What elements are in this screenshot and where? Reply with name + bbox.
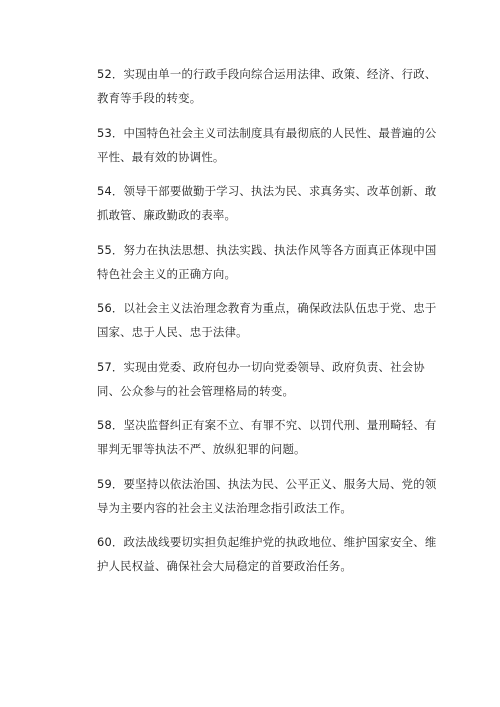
list-item: [97, 472, 437, 520]
numbered-list: [97, 62, 437, 589]
list-item: [97, 179, 437, 227]
item-number: 56．: [97, 301, 124, 315]
item-text: 中国特色社会主义司法制度具有最彻底的人民性、最普遍的公平性、最有效的协调性。: [97, 125, 437, 164]
list-item: [97, 413, 437, 461]
item-number: 57．: [97, 359, 124, 374]
item-number: 59．: [97, 476, 124, 491]
item-text: 以社会主义法治理念教育为重点，确保政法队伍忠于党、忠于国家、忠于人民、忠于法律。: [97, 301, 437, 339]
item-number: 60．: [97, 535, 124, 549]
item-number: 54．: [97, 184, 124, 198]
item-text: 坚决监督纠正有案不立、有罪不究、以罚代刑、量刑畸轻、有罪判无罪等执法不严、放纵犯罪的问题。: [97, 418, 437, 456]
list-item: [97, 62, 437, 110]
list-item: [97, 121, 437, 169]
item-text: 努力在执法思想、执法实践、执法作风等各方面真正体现中国特色社会主义的正确方向。: [97, 242, 437, 281]
list-item: [97, 238, 437, 286]
item-text: 实现由党委、政府包办一切向党委领导、政府负责、社会协同、公众参与的社会管理格局的转变。: [97, 359, 425, 398]
item-number: 55．: [97, 242, 124, 257]
item-number: 52．: [97, 67, 124, 81]
item-text: 领导干部要做勤于学习、执法为民、求真务实、改革创新、敢抓敢管、廉政勤政的表率。: [97, 184, 437, 222]
list-item: [97, 296, 437, 344]
list-item: [97, 355, 437, 403]
item-text: 政法战线要切实担负起维护党的执政地位、维护国家安全、维护人民权益、确保社会大局稳定的首要政治任务。: [97, 535, 437, 573]
item-number: 58．: [97, 418, 124, 432]
item-number: 53．: [97, 125, 124, 140]
list-item: [97, 530, 437, 578]
item-text: 实现由单一的行政手段向综合运用法律、政策、经济、行政、教育等手段的转变。: [97, 67, 437, 105]
item-text: 要坚持以依法治国、执法为民、公平正义、服务大局、党的领导为主要内容的社会主义法治理念指引政法工作。: [97, 476, 437, 515]
